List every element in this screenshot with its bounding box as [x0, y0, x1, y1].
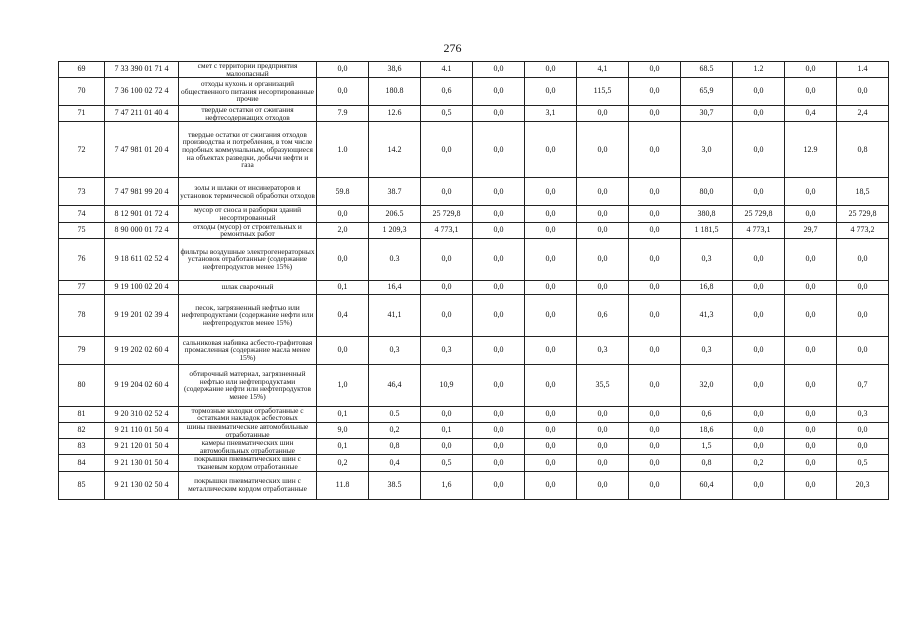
- value-cell: 0,0: [629, 106, 681, 122]
- waste-name-cell: шлак сварочный: [179, 280, 317, 294]
- value-cell: 1 209,3: [369, 222, 421, 238]
- row-number-cell: 69: [59, 62, 105, 78]
- value-cell: 0,0: [421, 178, 473, 206]
- waste-name-cell: отходы кухонь и организаций общественного питания несортированные прочие: [179, 78, 317, 106]
- value-cell: 0,0: [733, 106, 785, 122]
- value-cell: 0,0: [421, 439, 473, 455]
- waste-name-cell: покрышки пневматических шин с металлическим кордом отработанные: [179, 471, 317, 499]
- value-cell: 0,0: [577, 422, 629, 438]
- value-cell: 25 729,8: [421, 206, 473, 222]
- waste-code-cell: 9 18 611 02 52 4: [105, 238, 179, 280]
- value-cell: 0,0: [785, 406, 837, 422]
- value-cell: 0,4: [317, 294, 369, 336]
- value-cell: 0,0: [629, 122, 681, 178]
- value-cell: 1,5: [681, 439, 733, 455]
- table-row: [59, 178, 889, 206]
- value-cell: 1.2: [733, 62, 785, 78]
- value-cell: 0.5: [369, 406, 421, 422]
- value-cell: 0,0: [473, 455, 525, 471]
- value-cell: 0,0: [421, 122, 473, 178]
- value-cell: 0,0: [785, 238, 837, 280]
- value-cell: 0,0: [837, 78, 889, 106]
- value-cell: 65,9: [681, 78, 733, 106]
- value-cell: 0,0: [577, 238, 629, 280]
- value-cell: 0,0: [629, 62, 681, 78]
- value-cell: 12.6: [369, 106, 421, 122]
- value-cell: 0,0: [733, 364, 785, 406]
- value-cell: 0,0: [629, 336, 681, 364]
- waste-name-cell: обтирочный материал, загрязненный нефтью или нефтепродуктами (содержание нефти или нефтепродуктов менее 15%): [179, 364, 317, 406]
- value-cell: 80,0: [681, 178, 733, 206]
- waste-code-cell: 9 21 120 01 50 4: [105, 439, 179, 455]
- row-number-cell: 84: [59, 455, 105, 471]
- waste-code-cell: 7 47 981 99 20 4: [105, 178, 179, 206]
- value-cell: 0,8: [837, 122, 889, 178]
- row-number-cell: 73: [59, 178, 105, 206]
- value-cell: 0,3: [369, 336, 421, 364]
- value-cell: 0,0: [473, 122, 525, 178]
- value-cell: 0,0: [733, 238, 785, 280]
- value-cell: 41,1: [369, 294, 421, 336]
- value-cell: 0,3: [577, 336, 629, 364]
- value-cell: 0,0: [577, 280, 629, 294]
- value-cell: 0,0: [733, 406, 785, 422]
- page-number: 276: [443, 41, 462, 55]
- value-cell: 0,4: [785, 106, 837, 122]
- value-cell: 0,0: [473, 422, 525, 438]
- value-cell: 0,1: [317, 406, 369, 422]
- value-cell: 68.5: [681, 62, 733, 78]
- table-row: [59, 206, 889, 222]
- value-cell: 0,0: [733, 439, 785, 455]
- waste-name-cell: песок, загрязненный нефтью или нефтепродуктами (содержание нефти или нефтепродуктов менее 15%): [179, 294, 317, 336]
- waste-code-cell: 9 21 110 01 50 4: [105, 422, 179, 438]
- table-row: [59, 455, 889, 471]
- value-cell: 0,0: [577, 206, 629, 222]
- waste-table: [58, 61, 889, 500]
- value-cell: 0,0: [525, 280, 577, 294]
- value-cell: 0,6: [421, 78, 473, 106]
- value-cell: 0,0: [785, 455, 837, 471]
- value-cell: 18,6: [681, 422, 733, 438]
- value-cell: 0,0: [421, 280, 473, 294]
- waste-name-cell: твердые остатки от сжигания отходов производства и потребления, в том числе подобных коммунальным, образующиеся на объектах разведки, добычи нефти и газа: [179, 122, 317, 178]
- waste-name-cell: шины пневматические автомобильные отработанные: [179, 422, 317, 438]
- value-cell: 32,0: [681, 364, 733, 406]
- row-number-cell: 80: [59, 364, 105, 406]
- value-cell: 0,0: [733, 280, 785, 294]
- value-cell: 0,0: [525, 455, 577, 471]
- value-cell: 0,0: [785, 280, 837, 294]
- value-cell: 9,0: [317, 422, 369, 438]
- value-cell: 4,1: [577, 62, 629, 78]
- waste-code-cell: 9 19 202 02 60 4: [105, 336, 179, 364]
- waste-code-cell: 8 12 901 01 72 4: [105, 206, 179, 222]
- value-cell: 0,0: [629, 280, 681, 294]
- value-cell: 4.1: [421, 62, 473, 78]
- waste-name-cell: тормозные колодки отработанные с остатками накладок асбестовых: [179, 406, 317, 422]
- value-cell: 0,0: [785, 471, 837, 499]
- table-row: [59, 336, 889, 364]
- value-cell: 14.2: [369, 122, 421, 178]
- value-cell: 0,0: [733, 122, 785, 178]
- value-cell: 0,0: [785, 206, 837, 222]
- value-cell: 7.9: [317, 106, 369, 122]
- value-cell: 0,0: [577, 222, 629, 238]
- value-cell: 0,0: [525, 222, 577, 238]
- table-row: [59, 78, 889, 106]
- value-cell: 0,0: [525, 122, 577, 178]
- value-cell: 0,0: [473, 106, 525, 122]
- value-cell: 41,3: [681, 294, 733, 336]
- value-cell: 0,0: [629, 455, 681, 471]
- value-cell: 0,0: [421, 294, 473, 336]
- waste-name-cell: золы и шлаки от инсинераторов и установок термической обработки отходов: [179, 178, 317, 206]
- value-cell: 0,0: [785, 364, 837, 406]
- table-row: [59, 406, 889, 422]
- waste-name-cell: твердые остатки от сжигания нефтесодержащих отходов: [179, 106, 317, 122]
- value-cell: 206.5: [369, 206, 421, 222]
- value-cell: 0,0: [733, 78, 785, 106]
- value-cell: 1.4: [837, 62, 889, 78]
- waste-code-cell: 7 47 981 01 20 4: [105, 122, 179, 178]
- value-cell: 0,3: [681, 336, 733, 364]
- value-cell: 46,4: [369, 364, 421, 406]
- value-cell: 0,0: [629, 206, 681, 222]
- value-cell: 0,0: [733, 178, 785, 206]
- value-cell: 3,0: [681, 122, 733, 178]
- value-cell: 0,0: [525, 336, 577, 364]
- value-cell: 0,0: [629, 294, 681, 336]
- value-cell: 0,7: [837, 364, 889, 406]
- value-cell: 0,0: [785, 422, 837, 438]
- value-cell: 0,0: [525, 294, 577, 336]
- waste-name-cell: покрышки пневматических шин с тканевым кордом отработанные: [179, 455, 317, 471]
- value-cell: 2,0: [317, 222, 369, 238]
- row-number-cell: 82: [59, 422, 105, 438]
- value-cell: 0,0: [525, 439, 577, 455]
- value-cell: 0,0: [785, 336, 837, 364]
- value-cell: 0,0: [629, 471, 681, 499]
- value-cell: 0,0: [525, 206, 577, 222]
- value-cell: 0,0: [785, 78, 837, 106]
- value-cell: 0,1: [421, 422, 473, 438]
- value-cell: 38.7: [369, 178, 421, 206]
- value-cell: 4 773,1: [421, 222, 473, 238]
- value-cell: 0,0: [837, 238, 889, 280]
- row-number-cell: 71: [59, 106, 105, 122]
- table-row: [59, 422, 889, 438]
- value-cell: 0,0: [473, 222, 525, 238]
- table-row: [59, 222, 889, 238]
- value-cell: 18,5: [837, 178, 889, 206]
- value-cell: 0,0: [317, 78, 369, 106]
- value-cell: 0,0: [629, 78, 681, 106]
- value-cell: 0,0: [733, 422, 785, 438]
- value-cell: 29,7: [785, 222, 837, 238]
- table-row: [59, 280, 889, 294]
- value-cell: 0,0: [629, 238, 681, 280]
- value-cell: 0,0: [629, 422, 681, 438]
- waste-name-cell: фильтры воздушные электрогенераторных установок отработанные (содержание нефтепродуктов менее 15%): [179, 238, 317, 280]
- value-cell: 0,0: [629, 222, 681, 238]
- value-cell: 0,0: [473, 280, 525, 294]
- row-number-cell: 83: [59, 439, 105, 455]
- value-cell: 0,0: [837, 336, 889, 364]
- waste-code-cell: 9 21 130 02 50 4: [105, 471, 179, 499]
- value-cell: 0,0: [525, 238, 577, 280]
- value-cell: 60,4: [681, 471, 733, 499]
- value-cell: 0,0: [473, 178, 525, 206]
- waste-code-cell: 9 21 130 01 50 4: [105, 455, 179, 471]
- row-number-cell: 78: [59, 294, 105, 336]
- value-cell: 38.5: [369, 471, 421, 499]
- value-cell: 0,0: [473, 336, 525, 364]
- waste-name-cell: сальниковая набивка асбесто-графитовая промасленная (содержание масла менее 15%): [179, 336, 317, 364]
- value-cell: 0,4: [369, 455, 421, 471]
- value-cell: 0,0: [577, 406, 629, 422]
- value-cell: 0,0: [473, 62, 525, 78]
- value-cell: 0,0: [577, 471, 629, 499]
- value-cell: 0,0: [785, 62, 837, 78]
- value-cell: 4 773,2: [837, 222, 889, 238]
- value-cell: 0,2: [369, 422, 421, 438]
- value-cell: 0,0: [473, 206, 525, 222]
- value-cell: 0,0: [577, 178, 629, 206]
- row-number-cell: 70: [59, 78, 105, 106]
- table-row: [59, 106, 889, 122]
- table-row: [59, 471, 889, 499]
- value-cell: 0,0: [629, 178, 681, 206]
- table-row: [59, 122, 889, 178]
- value-cell: 380,8: [681, 206, 733, 222]
- value-cell: 12.9: [785, 122, 837, 178]
- value-cell: 0,6: [681, 406, 733, 422]
- table-row: [59, 62, 889, 78]
- value-cell: 0,0: [525, 62, 577, 78]
- value-cell: 10,9: [421, 364, 473, 406]
- row-number-cell: 74: [59, 206, 105, 222]
- value-cell: 0,0: [473, 471, 525, 499]
- value-cell: 16,8: [681, 280, 733, 294]
- waste-name-cell: камеры пневматических шин автомобильных отработанные: [179, 439, 317, 455]
- value-cell: 25 729,8: [837, 206, 889, 222]
- value-cell: 0,0: [473, 294, 525, 336]
- value-cell: 180.8: [369, 78, 421, 106]
- table-row: [59, 294, 889, 336]
- value-cell: 0,1: [317, 439, 369, 455]
- value-cell: 0,0: [421, 238, 473, 280]
- value-cell: 0,0: [473, 78, 525, 106]
- value-cell: 0,0: [525, 406, 577, 422]
- value-cell: 0,0: [785, 294, 837, 336]
- value-cell: 0,0: [473, 238, 525, 280]
- value-cell: 0,0: [317, 62, 369, 78]
- value-cell: 0,0: [733, 471, 785, 499]
- value-cell: 0,0: [525, 422, 577, 438]
- value-cell: 0,0: [733, 294, 785, 336]
- value-cell: 59.8: [317, 178, 369, 206]
- value-cell: 0,0: [837, 280, 889, 294]
- value-cell: 0.3: [369, 238, 421, 280]
- value-cell: 11.8: [317, 471, 369, 499]
- value-cell: 0,0: [733, 336, 785, 364]
- value-cell: 0,0: [577, 106, 629, 122]
- value-cell: 1,6: [421, 471, 473, 499]
- value-cell: 35,5: [577, 364, 629, 406]
- value-cell: 0,0: [837, 439, 889, 455]
- value-cell: 0,0: [629, 439, 681, 455]
- value-cell: 0,1: [317, 280, 369, 294]
- value-cell: 0,0: [317, 238, 369, 280]
- waste-code-cell: 7 33 390 01 71 4: [105, 62, 179, 78]
- waste-code-cell: 8 90 000 01 72 4: [105, 222, 179, 238]
- value-cell: 0,0: [317, 336, 369, 364]
- row-number-cell: 75: [59, 222, 105, 238]
- value-cell: 20,3: [837, 471, 889, 499]
- row-number-cell: 85: [59, 471, 105, 499]
- table-row: [59, 238, 889, 280]
- value-cell: 4 773,1: [733, 222, 785, 238]
- value-cell: 0,5: [837, 455, 889, 471]
- value-cell: 0,0: [837, 294, 889, 336]
- value-cell: 0,2: [317, 455, 369, 471]
- row-number-cell: 76: [59, 238, 105, 280]
- value-cell: 0,0: [577, 122, 629, 178]
- row-number-cell: 81: [59, 406, 105, 422]
- value-cell: 0,0: [629, 406, 681, 422]
- value-cell: 1 181,5: [681, 222, 733, 238]
- value-cell: 30,7: [681, 106, 733, 122]
- value-cell: 38,6: [369, 62, 421, 78]
- value-cell: 1,0: [317, 364, 369, 406]
- value-cell: 0,8: [681, 455, 733, 471]
- value-cell: 0,5: [421, 455, 473, 471]
- value-cell: 0,0: [525, 78, 577, 106]
- value-cell: 0,6: [577, 294, 629, 336]
- row-number-cell: 77: [59, 280, 105, 294]
- value-cell: 0,0: [785, 178, 837, 206]
- value-cell: 0,8: [369, 439, 421, 455]
- value-cell: 0,0: [525, 364, 577, 406]
- waste-name-cell: отходы (мусор) от строительных и ремонтных работ: [179, 222, 317, 238]
- value-cell: 3,1: [525, 106, 577, 122]
- value-cell: 0,3: [681, 238, 733, 280]
- waste-code-cell: 9 19 201 02 39 4: [105, 294, 179, 336]
- table-row: [59, 364, 889, 406]
- waste-name-cell: смет с территории предприятия малоопасный: [179, 62, 317, 78]
- value-cell: 16,4: [369, 280, 421, 294]
- value-cell: 0,3: [837, 406, 889, 422]
- waste-name-cell: мусор от сноса и разборки зданий несортированный: [179, 206, 317, 222]
- waste-code-cell: 7 47 211 01 40 4: [105, 106, 179, 122]
- value-cell: 0,0: [577, 439, 629, 455]
- value-cell: 0,0: [525, 471, 577, 499]
- value-cell: 0,0: [525, 178, 577, 206]
- value-cell: 0,0: [577, 455, 629, 471]
- value-cell: 0,3: [421, 336, 473, 364]
- value-cell: 2,4: [837, 106, 889, 122]
- value-cell: 0,0: [317, 206, 369, 222]
- waste-code-cell: 7 36 100 02 72 4: [105, 78, 179, 106]
- value-cell: 0,0: [629, 364, 681, 406]
- value-cell: 0,0: [785, 439, 837, 455]
- value-cell: 0,0: [421, 406, 473, 422]
- value-cell: 0,0: [473, 439, 525, 455]
- row-number-cell: 79: [59, 336, 105, 364]
- value-cell: 0,0: [473, 364, 525, 406]
- value-cell: 0,0: [473, 406, 525, 422]
- row-number-cell: 72: [59, 122, 105, 178]
- waste-code-cell: 9 19 100 02 20 4: [105, 280, 179, 294]
- value-cell: 0,2: [733, 455, 785, 471]
- table-row: [59, 439, 889, 455]
- waste-code-cell: 9 20 310 02 52 4: [105, 406, 179, 422]
- waste-code-cell: 9 19 204 02 60 4: [105, 364, 179, 406]
- value-cell: 1.0: [317, 122, 369, 178]
- value-cell: 115,5: [577, 78, 629, 106]
- value-cell: 25 729,8: [733, 206, 785, 222]
- value-cell: 0,5: [421, 106, 473, 122]
- value-cell: 0,0: [837, 422, 889, 438]
